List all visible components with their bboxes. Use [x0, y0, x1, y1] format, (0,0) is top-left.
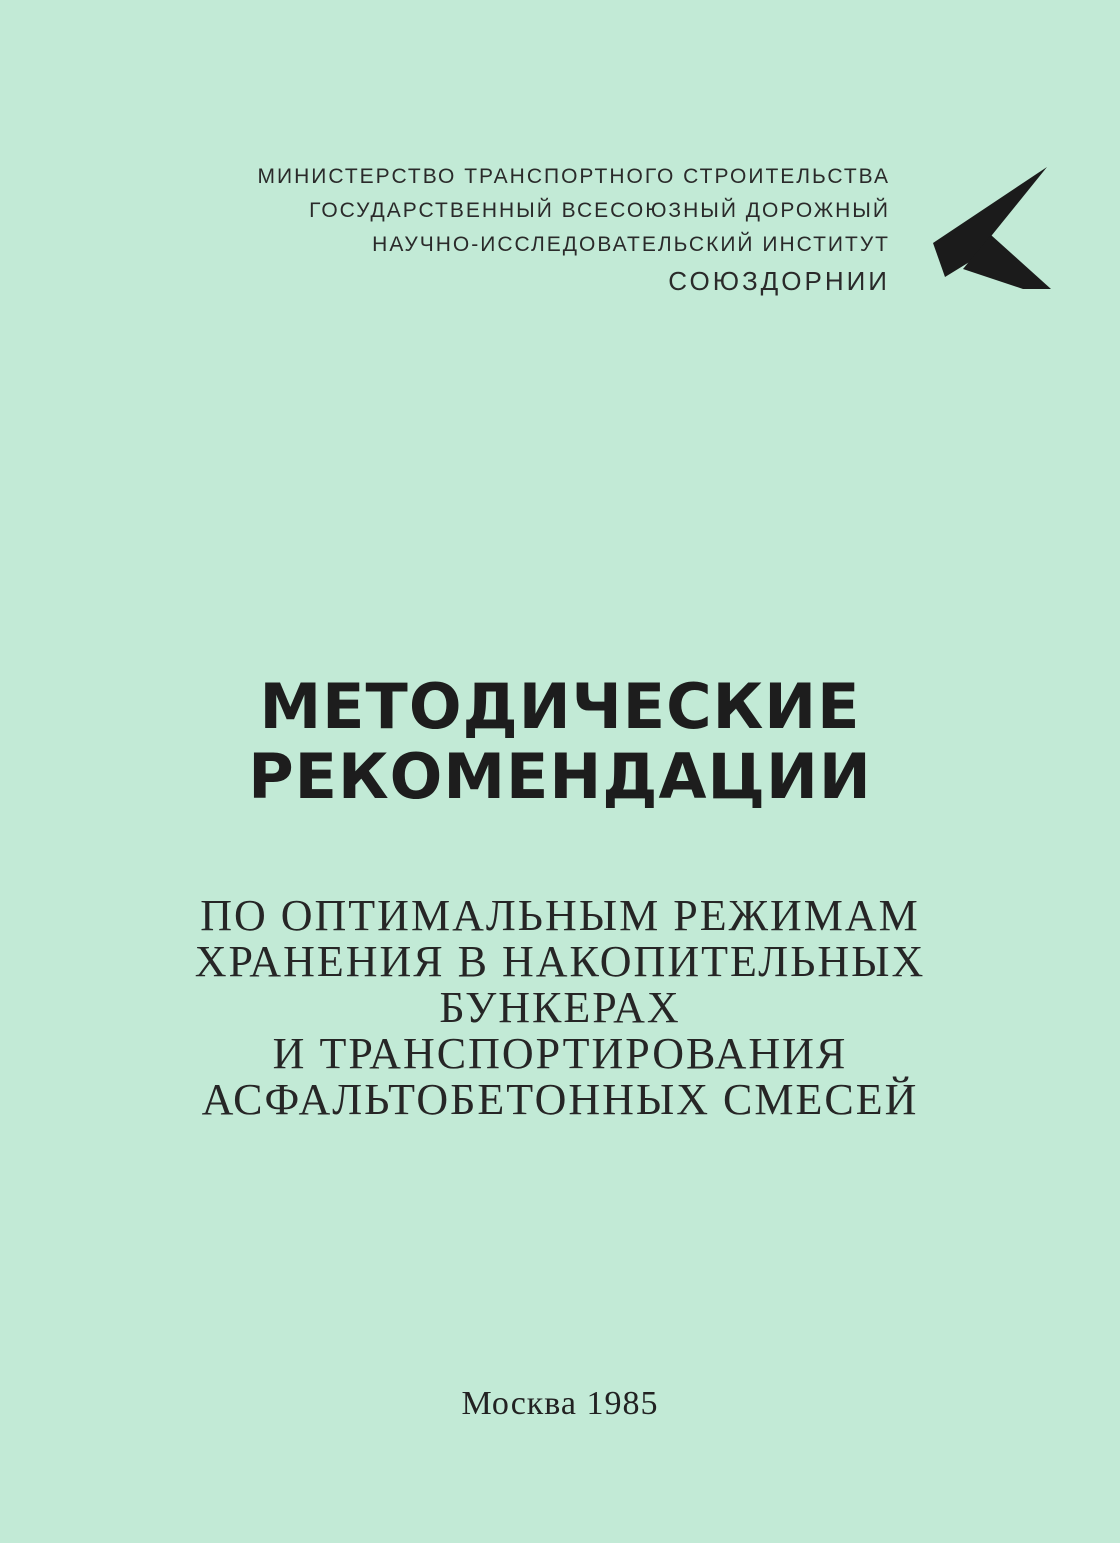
- ministry-line: МИНИСТЕРСТВО ТРАНСПОРТНОГО СТРОИТЕЛЬСТВА: [257, 165, 890, 188]
- document-subtitle: [0, 893, 1120, 1123]
- issuing-organization: [170, 160, 890, 298]
- soyuzdornii-logo-icon: [925, 165, 1055, 295]
- document-title: [0, 672, 1120, 812]
- institute-abbreviation: СОЮЗДОРНИИ: [668, 266, 890, 296]
- publication-imprint: Москва 1985: [461, 1385, 659, 1422]
- subtitle-line-4: И ТРАНСПОРТИРОВАНИЯ: [272, 1029, 848, 1078]
- title-line-1: МЕТОДИЧЕСКИЕ: [259, 670, 861, 743]
- institute-line-1: ГОСУДАРСТВЕННЫЙ ВСЕСОЮЗНЫЙ ДОРОЖНЫЙ: [309, 199, 890, 222]
- subtitle-line-3: БУНКЕРАХ: [439, 983, 681, 1032]
- title-line-2: РЕКОМЕНДАЦИИ: [248, 740, 872, 813]
- subtitle-line-5: АСФАЛЬТОБЕТОННЫХ СМЕСЕЙ: [201, 1075, 919, 1124]
- institute-line-2: НАУЧНО-ИССЛЕДОВАТЕЛЬСКИЙ ИНСТИТУТ: [372, 233, 890, 256]
- subtitle-line-1: ПО ОПТИМАЛЬНЫМ РЕЖИМАМ: [200, 891, 920, 940]
- subtitle-line-2: ХРАНЕНИЯ В НАКОПИТЕЛЬНЫХ: [194, 937, 926, 986]
